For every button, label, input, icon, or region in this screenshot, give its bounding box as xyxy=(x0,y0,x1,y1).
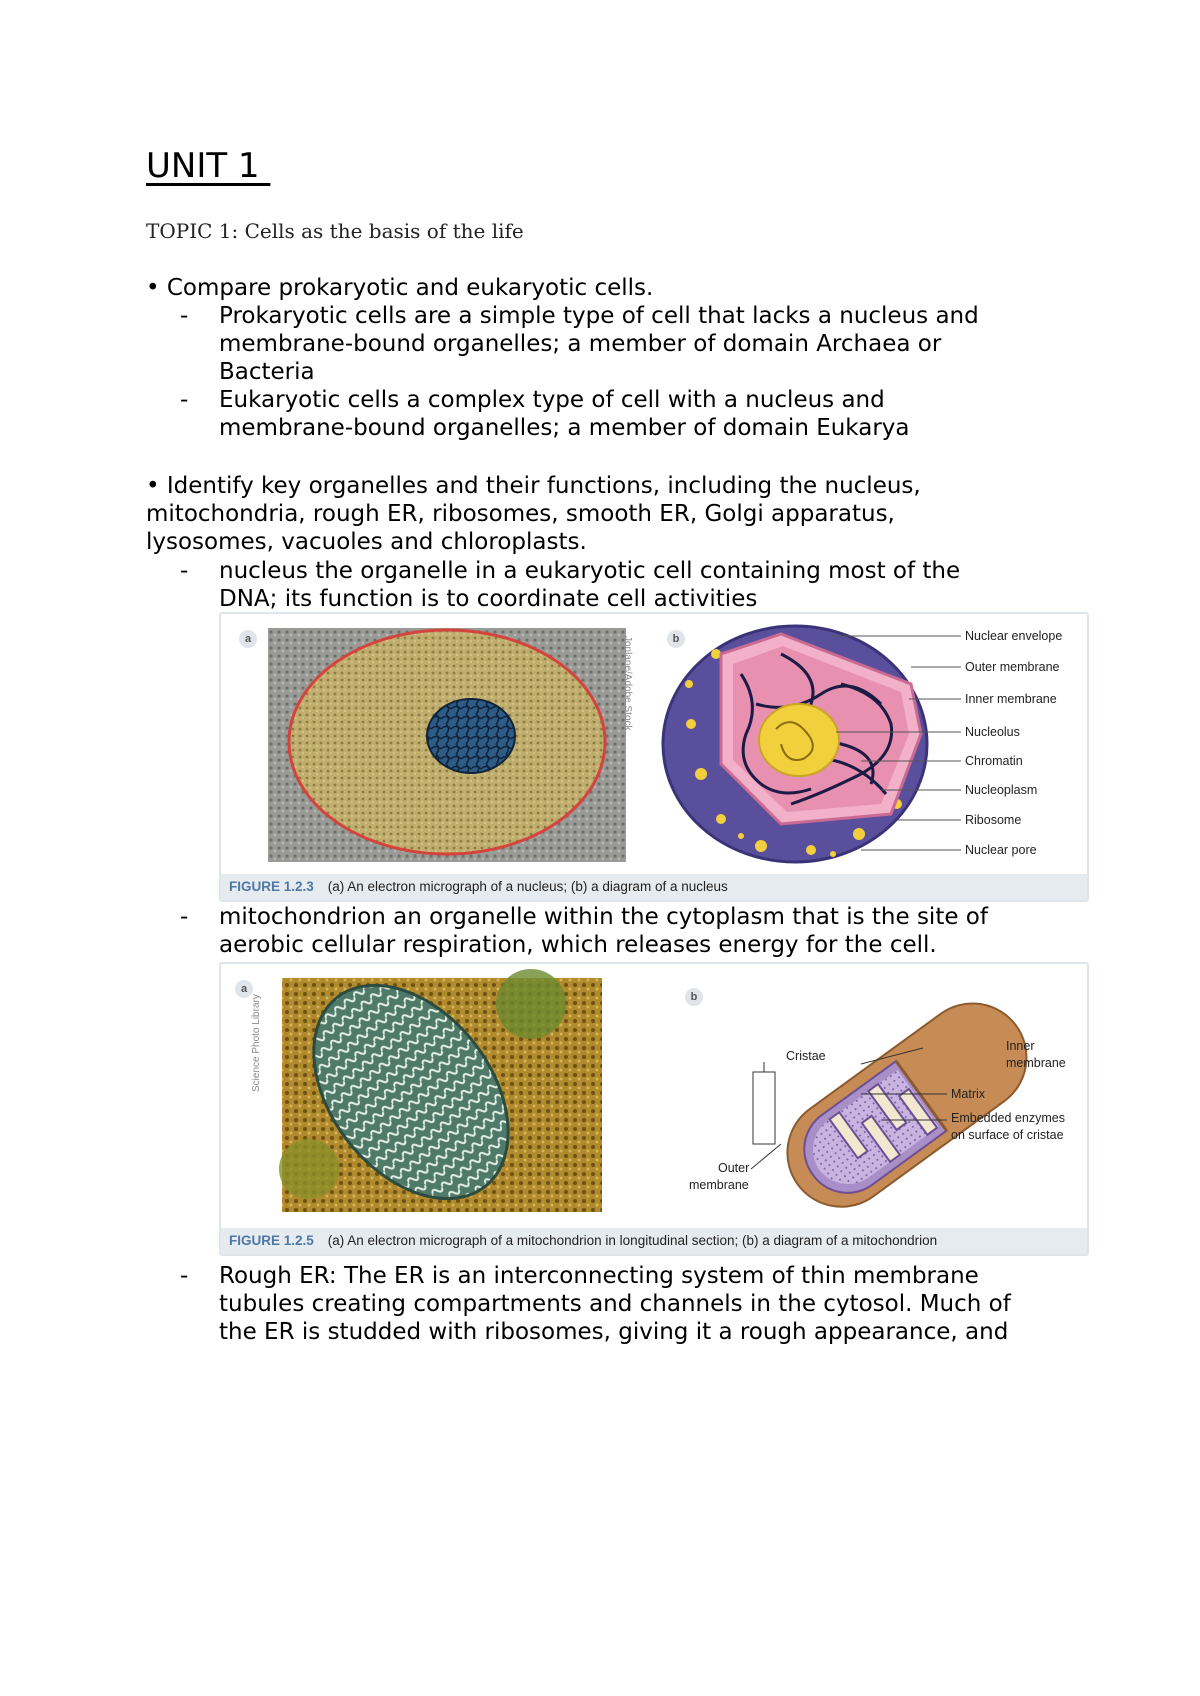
figure-mitochondrion xyxy=(219,962,1089,1256)
photo-credit: Science Photo Library xyxy=(251,994,262,1092)
bullet-organelles-line-2: mitochondria, rough ER, ribosomes, smooth ER, Golgi apparatus, xyxy=(146,501,895,527)
mitochondrion-line-2: aerobic cellular respiration, which releases energy for the cell. xyxy=(219,932,937,958)
figure-caption-text: (a) An electron micrograph of a mitochondrion in longitudinal section; (b) a diagram of a mitochondrion xyxy=(327,1233,938,1248)
nucleus-diagram xyxy=(663,626,927,862)
prokaryotic-line-1: Prokaryotic cells are a simple type of cell that lacks a nucleus and xyxy=(219,303,979,329)
eukaryotic-line-1: Eukaryotic cells a complex type of cell with a nucleus and xyxy=(219,387,885,413)
label-inner-1: Inner xyxy=(1006,1039,1035,1053)
bullet-organelles-line-3: lysosomes, vacuoles and chloroplasts. xyxy=(146,529,587,555)
label-enzymes-2: on surface of cristae xyxy=(951,1128,1064,1142)
unit-title: UNIT 1 xyxy=(146,146,271,186)
mitochondrion-diagram xyxy=(766,982,1048,1228)
label-nucleolus: Nucleolus xyxy=(965,725,1020,739)
nucleus-line-1: nucleus the organelle in a eukaryotic cell containing most of the xyxy=(219,558,961,584)
prokaryotic-line-2: membrane-bound organelles; a member of domain Archaea or xyxy=(219,331,942,357)
label-outer-1: Outer xyxy=(718,1161,750,1175)
dash-marker: - xyxy=(180,1263,189,1289)
bullet-compare: • Compare prokaryotic and eukaryotic cells. xyxy=(146,275,654,301)
nucleolus-diagram xyxy=(759,704,839,776)
label-inner-membrane: Inner membrane xyxy=(965,692,1057,706)
dash-marker: - xyxy=(180,904,189,930)
label-nuclear-envelope: Nuclear envelope xyxy=(965,629,1063,643)
rough-er-line-1: Rough ER: The ER is an interconnecting system of thin membrane xyxy=(219,1263,979,1289)
panel-label-b: b xyxy=(685,988,703,1006)
label-chromatin: Chromatin xyxy=(965,754,1023,768)
panel-label-b: b xyxy=(667,630,685,648)
label-cristae: Cristae xyxy=(786,1049,826,1063)
label-nucleoplasm: Nucleoplasm xyxy=(965,783,1038,797)
figure-number: FIGURE 1.2.3 xyxy=(229,879,314,894)
label-outer-membrane: Outer membrane xyxy=(965,660,1060,674)
dash-marker: - xyxy=(180,558,189,584)
photo-credit: Jonlane/Adobe Stock xyxy=(622,636,633,731)
dash-marker: - xyxy=(180,387,189,413)
eukaryotic-line-2: membrane-bound organelles; a member of domain Eukarya xyxy=(219,415,910,441)
bullet-organelles-line-1: • Identify key organelles and their functions, including the nucleus, xyxy=(146,473,921,499)
label-ribosome: Ribosome xyxy=(965,813,1022,827)
panel-label-a: a xyxy=(239,630,257,648)
mitochondrion-line-1: mitochondrion an organelle within the cytoplasm that is the site of xyxy=(219,904,988,930)
prokaryotic-line-3: Bacteria xyxy=(219,359,315,385)
figure-nucleus xyxy=(219,612,1089,902)
label-enzymes-1: Embedded enzymes xyxy=(951,1111,1065,1125)
nucleus-line-2: DNA; its function is to coordinate cell activities xyxy=(219,586,758,612)
nucleolus-micrograph xyxy=(427,699,515,773)
figure-caption xyxy=(221,874,1087,900)
figure-number: FIGURE 1.2.5 xyxy=(229,1233,314,1248)
nucleus-illustrations xyxy=(221,614,1087,874)
label-inner-2: membrane xyxy=(1006,1056,1066,1070)
panel-label-a: a xyxy=(235,980,253,998)
label-matrix: Matrix xyxy=(951,1087,986,1101)
rough-er-line-3: the ER is studded with ribosomes, giving it a rough appearance, and xyxy=(219,1319,1009,1345)
rough-er-line-2: tubules creating compartments and channels in the cytosol. Much of xyxy=(219,1291,1011,1317)
dash-marker: - xyxy=(180,303,189,329)
topic-title: TOPIC 1: Cells as the basis of the life xyxy=(146,219,524,243)
label-nuclear-pore: Nuclear pore xyxy=(965,843,1037,857)
figure-caption xyxy=(221,1228,1087,1254)
label-outer-2: membrane xyxy=(689,1178,749,1192)
figure-caption-text: (a) An electron micrograph of a nucleus; (b) a diagram of a nucleus xyxy=(327,879,728,894)
